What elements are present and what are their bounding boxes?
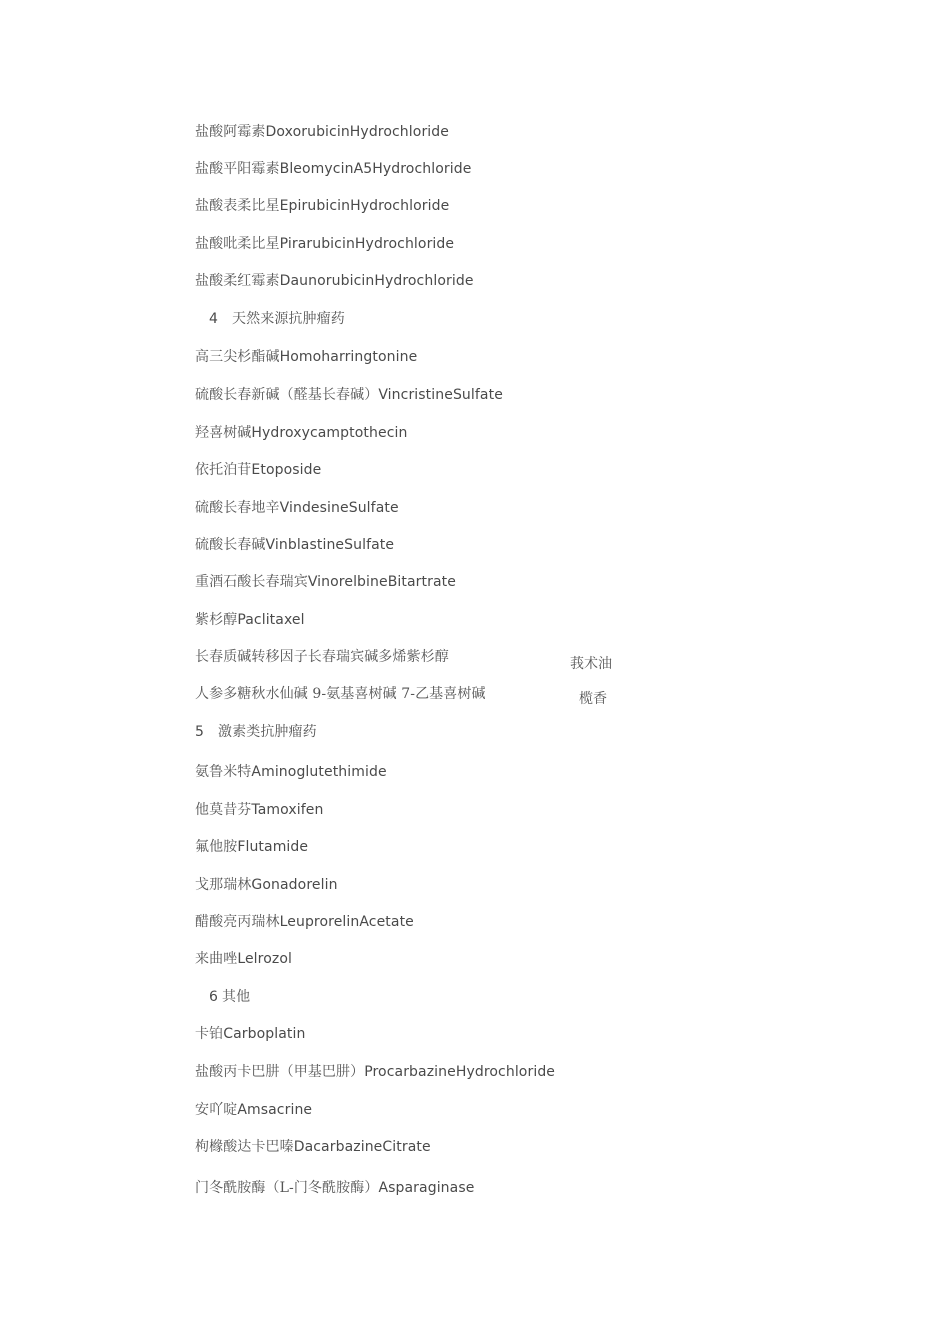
section-number: 4 bbox=[209, 311, 219, 327]
drug-line bbox=[195, 801, 323, 819]
drug-name-cn: 门冬酰胺酶（L-门冬酰胺酶） bbox=[195, 1180, 379, 1196]
drug-name-cn: 盐酸柔红霉素 bbox=[195, 273, 280, 289]
drug-name-en: BleomycinA5Hydrochloride bbox=[279, 161, 472, 177]
drug-name-cn: 重酒石酸长春瑞宾 bbox=[195, 574, 308, 590]
section-number: 6 bbox=[209, 989, 219, 1005]
drug-line bbox=[195, 424, 407, 442]
drug-line bbox=[195, 160, 471, 178]
drug-name-en: DaunorubicinHydrochloride bbox=[279, 273, 474, 289]
drug-name-en: Paclitaxel bbox=[237, 612, 305, 628]
drug-line bbox=[195, 536, 394, 554]
drug-line bbox=[195, 499, 399, 517]
drug-line bbox=[195, 876, 338, 894]
drug-name-cn: 盐酸吡柔比星 bbox=[195, 236, 280, 252]
drug-line bbox=[195, 1025, 305, 1043]
section-heading bbox=[195, 723, 317, 741]
drug-line bbox=[195, 1101, 312, 1119]
drug-name-en: Carboplatin bbox=[223, 1026, 306, 1042]
drug-name-cn: 盐酸阿霉素 bbox=[195, 124, 266, 140]
drug-name-en: LeuprorelinAcetate bbox=[279, 914, 414, 930]
drug-name-cn: 依托泊苷 bbox=[195, 462, 252, 478]
drug-name-en: Aminoglutethimide bbox=[251, 764, 387, 780]
drug-name-en: Asparaginase bbox=[378, 1180, 475, 1196]
drug-name-cn: 醋酸亮丙瑞林 bbox=[195, 914, 280, 930]
section-number: 5 bbox=[195, 724, 205, 740]
drug-name-en: Homoharringtonine bbox=[279, 349, 418, 365]
drug-name-cn: 盐酸表柔比星 bbox=[195, 198, 280, 214]
drug-name-en: Hydroxycamptothecin bbox=[251, 425, 408, 441]
drug-name-cn: 硫酸长春新碱（醛基长春碱） bbox=[195, 387, 379, 403]
drug-name-en: EpirubicinHydrochloride bbox=[279, 198, 450, 214]
drug-line bbox=[195, 235, 454, 253]
drug-name-cn: 他莫昔芬 bbox=[195, 802, 252, 818]
section-heading bbox=[209, 310, 345, 328]
drug-name-cn: 硫酸长春碱 bbox=[195, 537, 266, 553]
drug-name-cn: 长春质碱转移因子长春瑞宾碱多烯紫杉醇 bbox=[195, 649, 449, 665]
drug-name-en: ProcarbazineHydrochloride bbox=[364, 1064, 556, 1080]
drug-name-cn: 硫酸长春地辛 bbox=[195, 500, 280, 516]
drug-name-en: Flutamide bbox=[237, 839, 309, 855]
drug-line bbox=[195, 461, 321, 479]
drug-name-cn: 高三尖杉酯碱 bbox=[195, 349, 280, 365]
drug-line bbox=[195, 913, 414, 931]
drug-line bbox=[195, 573, 456, 591]
drug-line bbox=[195, 1138, 431, 1156]
drug-name-en: Amsacrine bbox=[237, 1102, 313, 1118]
drug-name-cn: 氨鲁米特 bbox=[195, 764, 252, 780]
section-heading bbox=[209, 988, 250, 1006]
drug-line bbox=[195, 197, 449, 215]
drug-line bbox=[195, 123, 449, 141]
drug-line bbox=[195, 648, 449, 666]
drug-name-cn: 来曲唑 bbox=[195, 951, 238, 967]
drug-line bbox=[195, 763, 387, 781]
drug-line bbox=[195, 1063, 555, 1081]
drug-name-en: PirarubicinHydrochloride bbox=[279, 236, 455, 252]
side-note-clipped: 榄香 bbox=[579, 691, 607, 707]
drug-line bbox=[195, 611, 305, 629]
drug-name-cn: 羟喜树碱 bbox=[195, 425, 252, 441]
drug-name-cn: 紫杉醇 bbox=[195, 612, 238, 628]
section-title: 激素类抗肿瘤药 bbox=[218, 724, 317, 740]
drug-name-en: Lelrozol bbox=[237, 951, 292, 967]
drug-line bbox=[195, 1179, 474, 1197]
drug-line bbox=[195, 348, 417, 366]
drug-name-cn: 盐酸平阳霉素 bbox=[195, 161, 280, 177]
drug-name-en: VinorelbineBitartrate bbox=[307, 574, 456, 590]
drug-name-cn: 卡铂 bbox=[195, 1026, 224, 1042]
drug-line bbox=[195, 386, 503, 404]
drug-name-en: Gonadorelin bbox=[251, 877, 338, 893]
drug-line bbox=[195, 950, 292, 968]
section-title: 其他 bbox=[222, 989, 251, 1005]
section-title: 天然来源抗肿瘤药 bbox=[232, 311, 345, 327]
drug-name-cn: 安吖啶 bbox=[195, 1102, 238, 1118]
drug-name-cn: 枸橼酸达卡巴嗪 bbox=[195, 1139, 294, 1155]
drug-name-cn: 戈那瑞林 bbox=[195, 877, 252, 893]
drug-line bbox=[195, 685, 486, 703]
drug-name-cn: 盐酸丙卡巴肼（甲基巴肼） bbox=[195, 1064, 365, 1080]
drug-name-en: VinblastineSulfate bbox=[265, 537, 395, 553]
drug-name-en: DacarbazineCitrate bbox=[293, 1139, 431, 1155]
drug-name-en: Tamoxifen bbox=[251, 802, 324, 818]
drug-name-en: DoxorubicinHydrochloride bbox=[265, 124, 449, 140]
side-note: 莪术油 bbox=[570, 656, 612, 672]
drug-line bbox=[195, 272, 474, 290]
drug-name-en: Etoposide bbox=[251, 462, 322, 478]
drug-line bbox=[195, 838, 308, 856]
drug-name-cn: 氟他胺 bbox=[195, 839, 238, 855]
drug-name-en: VindesineSulfate bbox=[279, 500, 399, 516]
drug-name-en: VincristineSulfate bbox=[378, 387, 503, 403]
drug-name-cn: 人参多糖秋水仙碱 9-氨基喜树碱 7-乙基喜树碱 bbox=[195, 686, 486, 702]
